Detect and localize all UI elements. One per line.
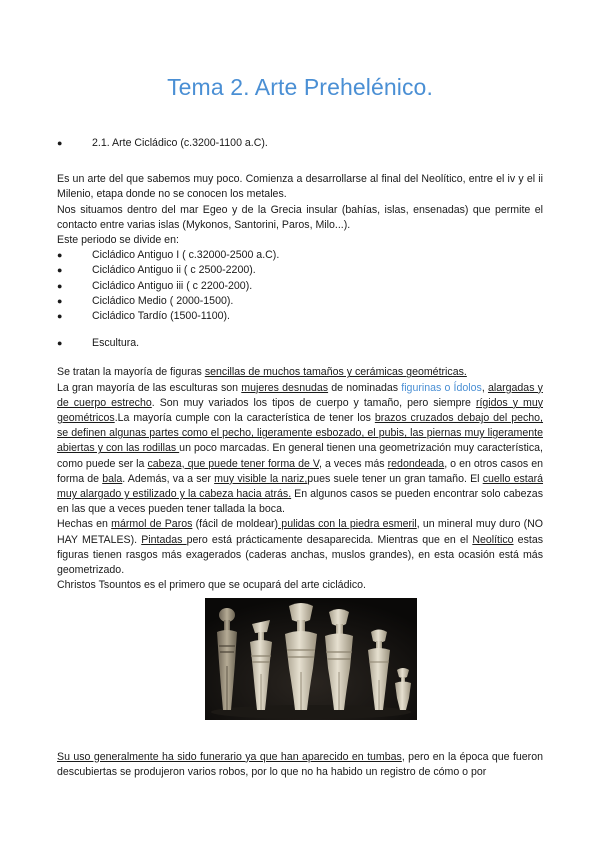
underlined-text: mujeres desnudas bbox=[241, 381, 329, 394]
section-heading: 2.1. Arte Cicládico (c.3200-1100 a.C). bbox=[92, 137, 268, 149]
text-run: , o en otros casos en forma de bbox=[57, 457, 543, 485]
text-run: estas figuras tienen rasgos más exagerados (caderas anchas, muslos grandes), en esta ocasión está más geometrizado. bbox=[57, 533, 544, 577]
list-item bbox=[57, 294, 543, 309]
text-run: (fácil de moldear) bbox=[192, 518, 279, 531]
document-body bbox=[57, 136, 543, 593]
bullet-icon: ● bbox=[57, 338, 63, 349]
sculpture-paragraph-1 bbox=[57, 365, 543, 380]
text-run: , a veces más bbox=[318, 457, 388, 470]
underlined-text: Su uso generalmente ha sido funerario ya que han aparecido en tumbas bbox=[57, 750, 402, 763]
underlined-text: Pintadas bbox=[141, 533, 187, 546]
underlined-text: brazos cruzados debajo del pecho, se definen algunas partes como el pecho, ligeramente esbozado, el pubis, las piernas muy ligeramente abiertas y con las rodillas bbox=[57, 412, 544, 455]
sculpture-paragraph-2 bbox=[57, 381, 543, 518]
underlined-text: sencillas de muchos tamaños y cerámicas geométricas. bbox=[204, 366, 467, 379]
list-item bbox=[57, 248, 543, 263]
section-heading-item bbox=[57, 136, 543, 151]
text-run: un poco marcadas. En general tienen una geometrización muy característica, como puede ser la bbox=[57, 442, 544, 470]
underlined-text: mármol de Paros bbox=[111, 518, 193, 531]
period-label: Cicládico Antiguo I ( c.32000-2500 a.C). bbox=[92, 249, 280, 262]
underlined-text: cuello estará muy alargado y estilizado y la cabeza hacia atrás. bbox=[57, 472, 544, 501]
period-label: Cicládico Tardío (1500-1100). bbox=[92, 310, 230, 323]
intro-paragraph-2: Nos situamos dentro del mar Egeo y de la Grecia insular (bahías, islas, ensenadas) que permite el contacto entre varias islas (Mykonos, Santorini, Paros, Milo...). bbox=[57, 203, 543, 231]
bullet-icon: ● bbox=[57, 138, 63, 148]
sculpture-heading-item bbox=[57, 336, 543, 351]
text-run: . Además, va a ser bbox=[122, 472, 215, 485]
text-run: pues suele tener un gran tamaño. El bbox=[307, 472, 483, 485]
page-title: Tema 2. Arte Prehelénico. bbox=[167, 74, 433, 100]
text-run: Hechas en bbox=[57, 518, 112, 531]
text-run: pero está prácticamente desaparecida. Mientras que en el bbox=[186, 533, 473, 546]
intro-paragraph-1: Es un arte del que sabemos muy poco. Comienza a desarrollarse al final del Neolítico, entre el iv y el ii Milenio, etapa donde no se conocen los metales. bbox=[57, 173, 543, 201]
text-run: , un mineral muy duro (NO HAY METALES). bbox=[57, 518, 543, 546]
bullet-icon: ● bbox=[57, 265, 63, 276]
periods-list bbox=[57, 248, 543, 324]
underlined-text: Neolítico bbox=[472, 533, 514, 546]
period-label: Cicládico Medio ( 2000-1500). bbox=[92, 294, 234, 307]
period-label: Cicládico Antiguo iii ( c 2200-200). bbox=[92, 279, 253, 292]
text-run: .La mayoría cumple con la característica de tener los bbox=[114, 412, 375, 425]
list-item bbox=[57, 263, 543, 278]
list-item bbox=[57, 279, 543, 294]
highlighted-text: figurinas o Ídolos bbox=[401, 381, 482, 394]
bullet-icon: ● bbox=[57, 250, 63, 261]
intro-paragraph-3: Este periodo se divide en: bbox=[57, 234, 179, 247]
sculpture-paragraph-3 bbox=[57, 517, 543, 578]
underlined-text: pulidas con la piedra esmeril bbox=[278, 518, 417, 531]
text-run: de nominadas bbox=[328, 381, 402, 394]
bullet-icon: ● bbox=[57, 280, 63, 291]
underlined-text: redondeada bbox=[387, 457, 445, 470]
text-run: , pero en la época que fueron descubiertas se produjeron varios robos, por lo que no ha habido un registro de cómo o por bbox=[57, 750, 543, 778]
text-run: . Son muy variados los tipos de cuerpo y tamaño, pero siempre bbox=[151, 396, 476, 409]
cycladic-figurines-photo bbox=[205, 598, 417, 720]
bottom-paragraph bbox=[57, 750, 543, 780]
text-run: En algunos casos se pueden encontrar solo cabezas en las que a veces pueden tener tallada la boca. bbox=[57, 488, 543, 516]
period-label: Cicládico Antiguo ii ( c 2500-2200). bbox=[92, 264, 256, 277]
underlined-text: rígidos y muy geométricos bbox=[57, 396, 544, 425]
sculpture-heading: Escultura. bbox=[92, 337, 140, 350]
underlined-text: alargadas y de cuerpo estrecho bbox=[57, 381, 543, 409]
text-run: La gran mayoría de las esculturas son bbox=[57, 381, 242, 394]
underlined-text: bala bbox=[102, 472, 123, 485]
bullet-icon: ● bbox=[57, 311, 63, 322]
text-run: , bbox=[481, 381, 488, 394]
bullet-icon: ● bbox=[57, 295, 63, 306]
list-item bbox=[57, 309, 543, 324]
underlined-text: muy visible la nariz, bbox=[214, 472, 308, 485]
underlined-text: cabeza, que puede tener forma de V bbox=[147, 457, 319, 470]
text-run: Se tratan la mayoría de figuras bbox=[57, 366, 205, 379]
sculpture-paragraph-4: Christos Tsountos es el primero que se ocupará del arte cicládico. bbox=[57, 579, 366, 592]
